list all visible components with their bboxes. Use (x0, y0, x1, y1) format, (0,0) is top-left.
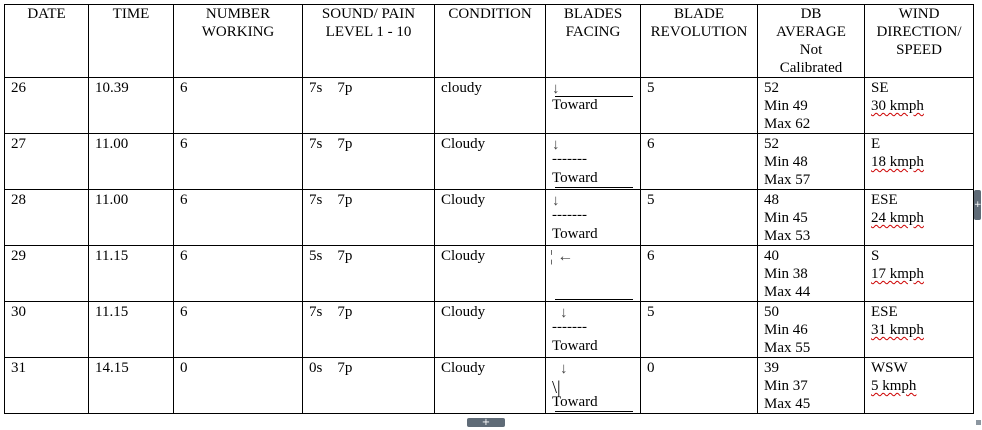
header-condition: CONDITION (435, 5, 546, 78)
header-wind: WIND DIRECTION/ SPEED (865, 5, 974, 78)
wind-cell[interactable]: ESE 24 kmph (865, 190, 974, 246)
condition-cell[interactable]: Cloudy (435, 246, 546, 302)
blade-revolution-cell[interactable]: 6 (641, 246, 758, 302)
blades-facing-cell[interactable] (546, 302, 641, 358)
number-working-cell[interactable]: 6 (174, 190, 303, 246)
db-average-cell[interactable]: 48 Min 45 Max 53 (758, 190, 865, 246)
table-move-handle[interactable] (467, 418, 505, 427)
number-working-cell[interactable]: 0 (174, 358, 303, 414)
facing-label: Toward (552, 97, 598, 113)
wind-cell[interactable]: S 17 kmph (865, 246, 974, 302)
number-working-cell[interactable]: 6 (174, 134, 303, 190)
wind-cell[interactable]: ESE 31 kmph (865, 302, 974, 358)
db-average-cell[interactable]: 52 Min 48 Max 57 (758, 134, 865, 190)
date-cell[interactable]: 26 (5, 78, 89, 134)
down-arrow-icon: ↓ (552, 193, 560, 209)
down-arrow-icon: ↓ (552, 81, 560, 97)
blades-facing-cell[interactable] (546, 190, 641, 246)
sound-pain-cell[interactable]: 7s 7p (303, 134, 435, 190)
table-row (5, 302, 974, 358)
condition-cell[interactable]: Cloudy (435, 358, 546, 414)
date-cell[interactable]: 31 (5, 358, 89, 414)
plus-icon: + (974, 200, 982, 210)
number-working-cell[interactable]: 6 (174, 78, 303, 134)
table-row (5, 190, 974, 246)
underline (555, 299, 633, 300)
time-cell[interactable]: 11.00 (89, 134, 174, 190)
condition-cell[interactable]: Cloudy (435, 134, 546, 190)
condition-cell[interactable]: Cloudy (435, 302, 546, 358)
date-cell[interactable]: 29 (5, 246, 89, 302)
underline (555, 187, 633, 188)
header-db-average: DB AVERAGE Not Calibrated (758, 5, 865, 78)
sound-pain-cell[interactable]: 7s 7p (303, 302, 435, 358)
sound-pain-cell[interactable]: 7s 7p (303, 78, 435, 134)
left-arrow-icon: ¦ ← (550, 248, 574, 265)
header-time: TIME (89, 5, 174, 78)
blades-facing-cell[interactable] (546, 358, 641, 414)
observation-table (4, 4, 974, 414)
facing-label: Toward (552, 338, 598, 354)
date-cell[interactable]: 30 (5, 302, 89, 358)
down-arrow-icon: ↓ (560, 361, 568, 377)
table-row (5, 246, 974, 302)
table-row (5, 78, 974, 134)
table-row (5, 358, 974, 414)
down-arrow-icon: ↓ (552, 137, 560, 153)
db-average-cell[interactable]: 39 Min 37 Max 45 (758, 358, 865, 414)
blades-facing-cell[interactable] (546, 78, 641, 134)
blades-facing-cell[interactable] (546, 246, 641, 302)
blade-revolution-cell[interactable]: 5 (641, 78, 758, 134)
dash-marks: ------- (552, 319, 587, 335)
blade-revolution-cell[interactable]: 5 (641, 302, 758, 358)
header-blades-facing: BLADES FACING (546, 5, 641, 78)
table-resize-corner[interactable] (976, 420, 981, 425)
time-cell[interactable]: 10.39 (89, 78, 174, 134)
time-cell[interactable]: 11.15 (89, 246, 174, 302)
blades-facing-cell[interactable] (546, 134, 641, 190)
time-cell[interactable]: 11.15 (89, 302, 174, 358)
facing-label: Toward (552, 170, 598, 186)
condition-cell[interactable]: Cloudy (435, 190, 546, 246)
sound-pain-cell[interactable]: 0s 7p (303, 358, 435, 414)
blade-revolution-cell[interactable]: 6 (641, 134, 758, 190)
number-working-cell[interactable]: 6 (174, 302, 303, 358)
db-average-cell[interactable]: 52 Min 49 Max 62 (758, 78, 865, 134)
number-working-cell[interactable]: 6 (174, 246, 303, 302)
header-blade-revolution: BLADE REVOLUTION (641, 5, 758, 78)
blade-revolution-cell[interactable]: 0 (641, 358, 758, 414)
sound-pain-cell[interactable]: 7s 7p (303, 190, 435, 246)
wind-cell[interactable]: E 18 kmph (865, 134, 974, 190)
header-sound-pain: SOUND/ PAIN LEVEL 1 - 10 (303, 5, 435, 78)
dash-marks: ------- (552, 151, 587, 167)
row-resize-handle[interactable] (974, 190, 981, 220)
header-date: DATE (5, 5, 89, 78)
plus-icon: + (481, 417, 491, 428)
condition-cell[interactable]: cloudy (435, 78, 546, 134)
db-average-cell[interactable]: 50 Min 46 Max 55 (758, 302, 865, 358)
date-cell[interactable]: 28 (5, 190, 89, 246)
header-number-working: NUMBER WORKING (174, 5, 303, 78)
dash-marks: ------- (552, 207, 587, 223)
wind-cell[interactable]: WSW 5 kmph (865, 358, 974, 414)
underline (555, 411, 633, 412)
time-cell[interactable]: 11.00 (89, 190, 174, 246)
time-cell[interactable]: 14.15 (89, 358, 174, 414)
header-row (5, 5, 974, 78)
sound-pain-cell[interactable]: 5s 7p (303, 246, 435, 302)
slash-mark: \| (552, 377, 561, 397)
wind-cell[interactable]: SE 30 kmph (865, 78, 974, 134)
down-arrow-icon: ↓ (560, 305, 568, 321)
blade-revolution-cell[interactable]: 5 (641, 190, 758, 246)
facing-label: Toward (552, 394, 598, 410)
db-average-cell[interactable]: 40 Min 38 Max 44 (758, 246, 865, 302)
date-cell[interactable]: 27 (5, 134, 89, 190)
table-row (5, 134, 974, 190)
facing-label: Toward (552, 226, 598, 242)
